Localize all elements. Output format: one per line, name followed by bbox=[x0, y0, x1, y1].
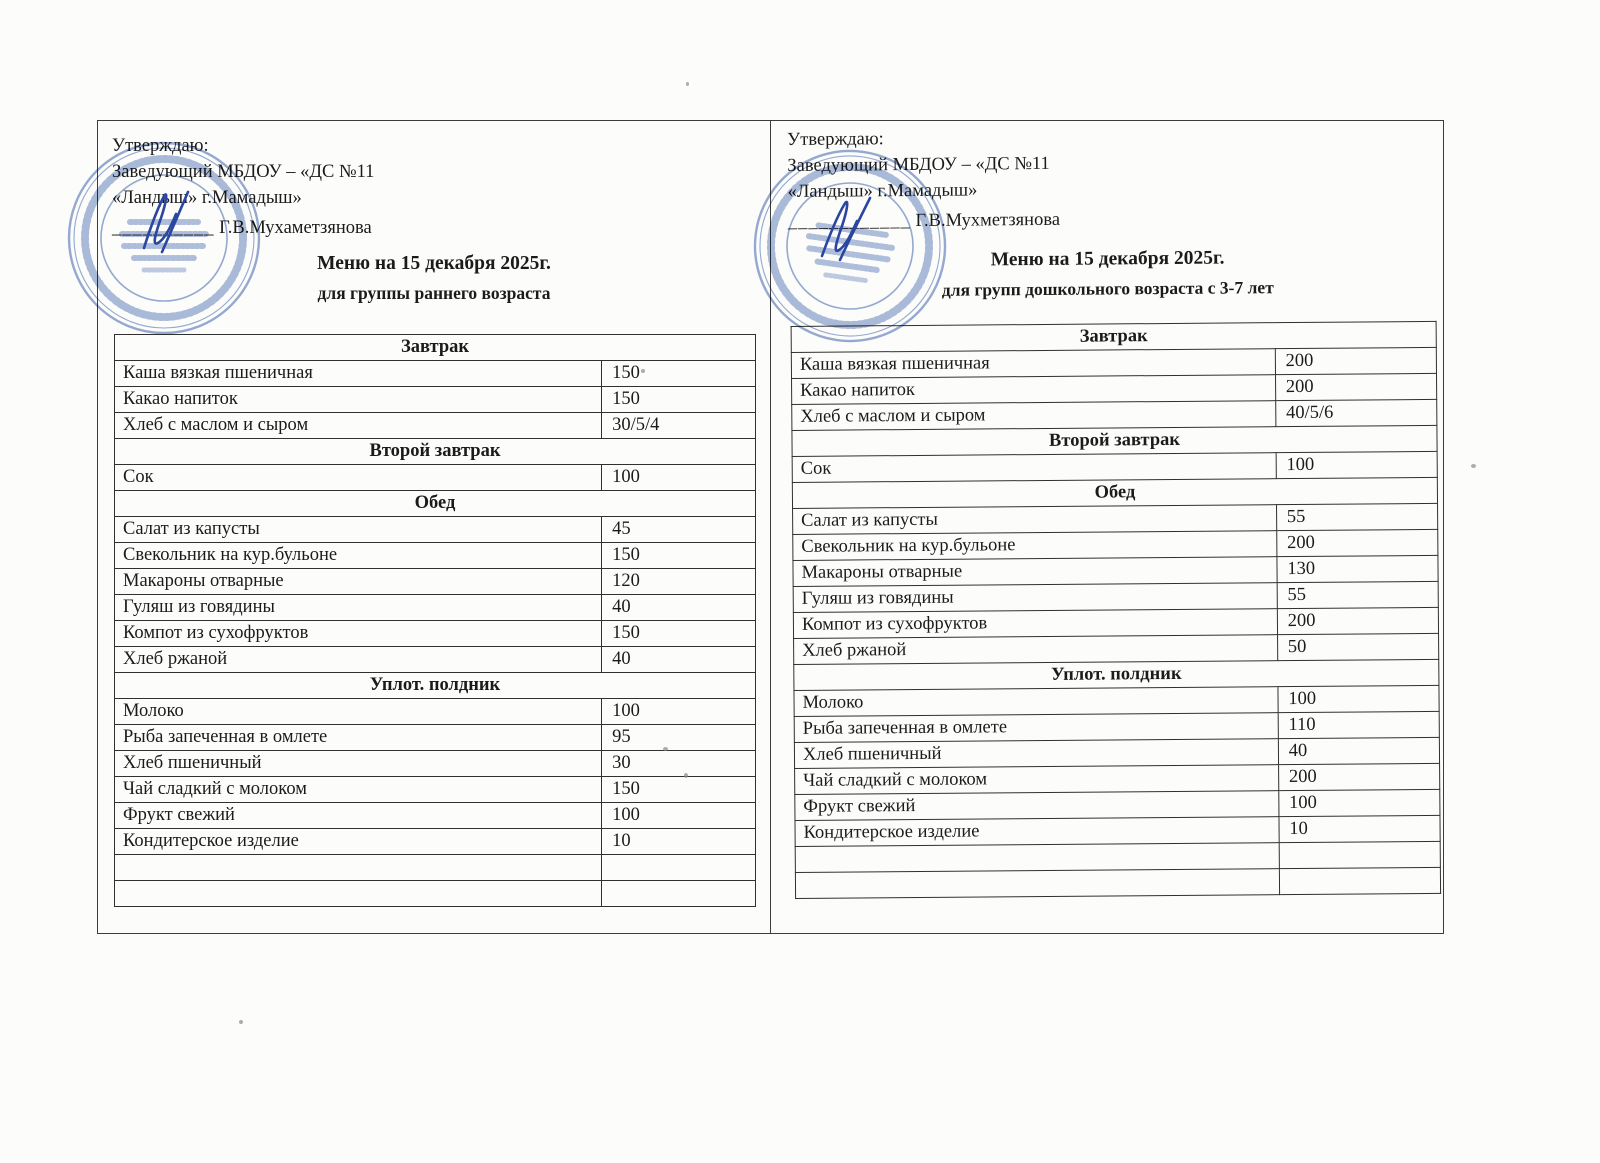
dish-name bbox=[115, 855, 602, 881]
dish-amount: 40 bbox=[1278, 737, 1439, 764]
approval-line: Утверждаю: bbox=[112, 136, 209, 156]
dish-name: Салат из капусты bbox=[793, 505, 1277, 535]
scan-speck bbox=[684, 773, 688, 778]
signature-line: ____________ bbox=[787, 211, 911, 232]
menu-row bbox=[115, 803, 756, 829]
dish-name: Макароны отварные bbox=[793, 557, 1277, 587]
dish-amount: 30/5/4 bbox=[602, 413, 756, 439]
menu-row bbox=[115, 777, 756, 803]
dish-name: Чай сладкий с молоком bbox=[115, 777, 602, 803]
menu-section-header: Обед bbox=[115, 491, 756, 517]
signature-line: __________ bbox=[112, 218, 215, 238]
dish-amount: 200 bbox=[1275, 347, 1436, 374]
dish-amount: 150 bbox=[602, 387, 756, 413]
menu-section-header: Завтрак bbox=[791, 321, 1436, 352]
menu-row bbox=[115, 413, 756, 439]
signature-scribble-icon bbox=[126, 182, 222, 266]
dish-amount: 150 bbox=[602, 543, 756, 569]
dish-amount bbox=[602, 855, 756, 881]
scan-speck bbox=[1471, 464, 1476, 468]
menu-section-row bbox=[115, 491, 756, 517]
dish-amount bbox=[1279, 867, 1440, 894]
dish-amount: 40 bbox=[602, 647, 756, 673]
dish-name: Какао напиток bbox=[115, 387, 602, 413]
dish-name: Рыба запеченная в омлете bbox=[115, 725, 602, 751]
scan-speck bbox=[686, 82, 689, 86]
approval-line: Утверждаю: bbox=[787, 129, 884, 150]
menu-row bbox=[115, 387, 756, 413]
approval-line: Заведующий МБДОУ – «ДС №11 bbox=[787, 153, 1050, 176]
dish-name: Молоко bbox=[794, 687, 1278, 717]
scan-speck bbox=[239, 1020, 243, 1024]
dish-amount: 200 bbox=[1276, 529, 1437, 556]
dish-amount: 150 bbox=[602, 621, 756, 647]
dish-amount: 40/5/6 bbox=[1275, 399, 1436, 426]
dish-amount: 100 bbox=[1278, 685, 1439, 712]
dish-name: Гуляш из говядины bbox=[115, 595, 602, 621]
menu-row bbox=[115, 829, 756, 855]
dish-name: Сок bbox=[115, 465, 602, 491]
dish-name: Молоко bbox=[115, 699, 602, 725]
dish-amount: 10 bbox=[602, 829, 756, 855]
menu-title-right: Меню на 15 декабря 2025г. bbox=[990, 247, 1225, 271]
approval-line: Заведующий МБДОУ – «ДС №11 bbox=[112, 162, 375, 182]
dish-amount: 100 bbox=[602, 699, 756, 725]
dish-name: Сок bbox=[792, 453, 1276, 483]
menu-subtitle-left: для группы раннего возраста bbox=[317, 283, 551, 303]
menu-title-left: Меню на 15 декабря 2025г. bbox=[317, 253, 551, 274]
dish-amount: 150 bbox=[602, 777, 756, 803]
menu-row bbox=[115, 881, 756, 907]
dish-amount: 100 bbox=[1279, 789, 1440, 816]
menu-row bbox=[115, 699, 756, 725]
dish-name: Хлеб пшеничный bbox=[115, 751, 602, 777]
dish-amount: 150 bbox=[602, 361, 756, 387]
dish-name: Каша вязкая пшеничная bbox=[115, 361, 602, 387]
dish-name bbox=[115, 881, 602, 907]
dish-name: Фрукт свежий bbox=[115, 803, 602, 829]
menu-row bbox=[115, 569, 756, 595]
menu-row bbox=[115, 725, 756, 751]
menu-section-row bbox=[115, 439, 756, 465]
dish-name: Компот из сухофруктов bbox=[115, 621, 602, 647]
menu-section-header: Обед bbox=[792, 477, 1437, 508]
dish-name: Свекольник на кур.бульоне bbox=[115, 543, 602, 569]
dish-amount: 200 bbox=[1277, 607, 1438, 634]
dish-name bbox=[795, 843, 1279, 873]
dish-name: Каша вязкая пшеничная bbox=[791, 349, 1275, 379]
dish-amount: 100 bbox=[1276, 451, 1437, 478]
dish-name: Хлеб пшеничный bbox=[794, 739, 1278, 769]
signer-name: Г.В.Мухаметзянова bbox=[219, 218, 372, 238]
menu-row bbox=[115, 647, 756, 673]
dish-name: Хлеб с маслом и сыром bbox=[792, 401, 1276, 431]
scan-speck bbox=[663, 747, 668, 751]
dish-amount: 50 bbox=[1277, 633, 1438, 660]
signer-name: Г.В.Мухметзянова bbox=[915, 209, 1061, 231]
menu-section-header: Уплот. полдник bbox=[794, 659, 1439, 690]
dish-amount: 95 bbox=[602, 725, 756, 751]
menu-row bbox=[115, 543, 756, 569]
dish-amount: 30 bbox=[602, 751, 756, 777]
dish-name: Рыба запеченная в омлете bbox=[794, 713, 1278, 743]
menu-table-left bbox=[114, 334, 756, 907]
dish-amount: 100 bbox=[602, 465, 756, 491]
dish-amount: 55 bbox=[1276, 503, 1437, 530]
dish-amount bbox=[1279, 841, 1440, 868]
dish-name: Кондитерское изделие bbox=[115, 829, 602, 855]
menu-row bbox=[115, 621, 756, 647]
menu-section-header: Второй завтрак bbox=[792, 425, 1437, 456]
dish-name: Кондитерское изделие bbox=[795, 817, 1279, 847]
dish-name: Салат из капусты bbox=[115, 517, 602, 543]
menu-section-header: Уплот. полдник bbox=[115, 673, 756, 699]
dish-amount bbox=[602, 881, 756, 907]
scan-speck bbox=[641, 369, 645, 373]
dish-name: Компот из сухофруктов bbox=[793, 609, 1277, 639]
menu-row bbox=[115, 517, 756, 543]
dish-amount: 110 bbox=[1278, 711, 1439, 738]
menu-table-right bbox=[791, 321, 1441, 899]
dish-amount: 55 bbox=[1277, 581, 1438, 608]
dish-amount: 200 bbox=[1275, 373, 1436, 400]
signature-scribble-icon bbox=[806, 188, 902, 272]
dish-name: Гуляш из говядины bbox=[793, 583, 1277, 613]
menu-row bbox=[115, 595, 756, 621]
menu-row bbox=[115, 361, 756, 387]
dish-amount: 200 bbox=[1278, 763, 1439, 790]
dish-name: Чай сладкий с молоком bbox=[795, 765, 1279, 795]
menu-section-row bbox=[115, 335, 756, 361]
menu-section-header: Второй завтрак bbox=[115, 439, 756, 465]
dish-amount: 45 bbox=[602, 517, 756, 543]
menu-row bbox=[795, 867, 1440, 898]
approval-line: «Ландыш» г.Мамадыш» bbox=[112, 188, 302, 208]
dish-name: Фрукт свежий bbox=[795, 791, 1279, 821]
dish-name: Хлеб ржаной bbox=[794, 635, 1278, 665]
dish-name bbox=[795, 869, 1279, 899]
dish-amount: 10 bbox=[1279, 815, 1440, 842]
dish-name: Какао напиток bbox=[792, 375, 1276, 405]
dish-amount: 130 bbox=[1277, 555, 1438, 582]
dish-amount: 120 bbox=[602, 569, 756, 595]
dish-name: Хлеб с маслом и сыром bbox=[115, 413, 602, 439]
menu-row bbox=[115, 465, 756, 491]
approval-line: «Ландыш» г.Мамадыш» bbox=[787, 180, 978, 202]
dish-amount: 100 bbox=[602, 803, 756, 829]
menu-row bbox=[115, 751, 756, 777]
menu-row bbox=[115, 855, 756, 881]
dish-name: Свекольник на кур.бульоне bbox=[793, 531, 1277, 561]
menu-section-row bbox=[115, 673, 756, 699]
dish-amount: 40 bbox=[602, 595, 756, 621]
dish-name: Макароны отварные bbox=[115, 569, 602, 595]
menu-section-header: Завтрак bbox=[115, 335, 756, 361]
menu-subtitle-right: для групп дошкольного возраста с 3-7 лет bbox=[941, 277, 1274, 300]
dish-name: Хлеб ржаной bbox=[115, 647, 602, 673]
